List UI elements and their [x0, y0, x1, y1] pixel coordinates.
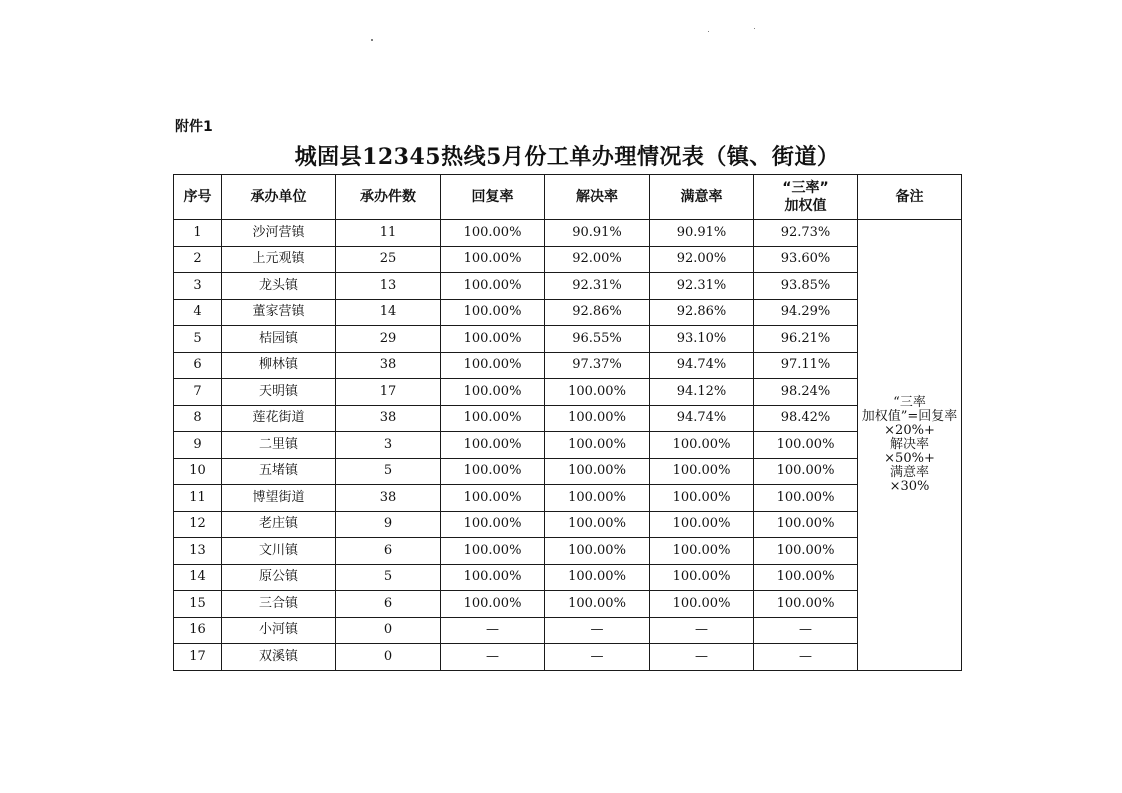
report-table: [173, 174, 962, 671]
cell-satisfy: —: [650, 617, 754, 644]
cell-weighted: 94.29%: [754, 299, 858, 326]
cell-satisfy: 100.00%: [650, 432, 754, 459]
cell-satisfy: 92.86%: [650, 299, 754, 326]
cell-count: 38: [336, 352, 441, 379]
cell-satisfy: 94.74%: [650, 405, 754, 432]
cell-resolve: 100.00%: [545, 564, 650, 591]
header-row: [174, 175, 962, 220]
cell-count: 25: [336, 246, 441, 273]
cell-no: 4: [174, 299, 222, 326]
cell-no: 7: [174, 379, 222, 406]
cell-weighted: 97.11%: [754, 352, 858, 379]
cell-count: 0: [336, 644, 441, 671]
cell-resolve: 100.00%: [545, 432, 650, 459]
cell-resolve: —: [545, 644, 650, 671]
cell-no: 5: [174, 326, 222, 353]
cell-weighted: 100.00%: [754, 564, 858, 591]
cell-unit: 董家营镇: [222, 299, 336, 326]
remark-line: “三率: [893, 394, 926, 410]
cell-resolve: 92.00%: [545, 246, 650, 273]
cell-unit: 莲花街道: [222, 405, 336, 432]
cell-resolve: 100.00%: [545, 485, 650, 512]
header-reply-rate: 回复率: [441, 175, 545, 220]
remark-line: ×30%: [889, 478, 930, 494]
cell-no: 3: [174, 273, 222, 300]
cell-reply: —: [441, 644, 545, 671]
cell-count: 5: [336, 564, 441, 591]
cell-resolve: 100.00%: [545, 458, 650, 485]
cell-count: 14: [336, 299, 441, 326]
cell-count: 6: [336, 591, 441, 618]
cell-satisfy: 100.00%: [650, 564, 754, 591]
cell-weighted: 98.42%: [754, 405, 858, 432]
cell-satisfy: —: [650, 644, 754, 671]
cell-reply: 100.00%: [441, 273, 545, 300]
cell-count: 38: [336, 485, 441, 512]
cell-weighted: 100.00%: [754, 591, 858, 618]
cell-reply: 100.00%: [441, 485, 545, 512]
cell-reply: 100.00%: [441, 220, 545, 247]
cell-resolve: 97.37%: [545, 352, 650, 379]
cell-weighted: 93.60%: [754, 246, 858, 273]
cell-resolve: 100.00%: [545, 405, 650, 432]
cell-unit: 五堵镇: [222, 458, 336, 485]
table-row: [174, 617, 962, 644]
remark-line: 加权值”=回复率: [861, 408, 958, 424]
cell-no: 13: [174, 538, 222, 565]
cell-unit: 桔园镇: [222, 326, 336, 353]
cell-no: 9: [174, 432, 222, 459]
cell-no: 14: [174, 564, 222, 591]
table-row: [174, 644, 962, 671]
cell-resolve: 92.31%: [545, 273, 650, 300]
cell-count: 0: [336, 617, 441, 644]
cell-weighted: 100.00%: [754, 511, 858, 538]
table-header: [174, 175, 962, 220]
cell-resolve: 92.86%: [545, 299, 650, 326]
cell-reply: 100.00%: [441, 432, 545, 459]
table-row: [174, 511, 962, 538]
cell-weighted: —: [754, 644, 858, 671]
table-row: [174, 326, 962, 353]
cell-weighted: 93.85%: [754, 273, 858, 300]
cell-weighted: 96.21%: [754, 326, 858, 353]
cell-unit: 上元观镇: [222, 246, 336, 273]
cell-no: 12: [174, 511, 222, 538]
table-row: [174, 485, 962, 512]
cell-no: 17: [174, 644, 222, 671]
cell-reply: 100.00%: [441, 379, 545, 406]
scan-speck: [754, 28, 755, 29]
header-weighted-line2: 加权值: [784, 198, 827, 214]
cell-satisfy: 100.00%: [650, 458, 754, 485]
cell-no: 6: [174, 352, 222, 379]
table-body: [174, 220, 962, 671]
cell-reply: 100.00%: [441, 246, 545, 273]
cell-remark: [858, 220, 962, 671]
cell-satisfy: 100.00%: [650, 538, 754, 565]
cell-count: 11: [336, 220, 441, 247]
remark-line: 解决率: [889, 436, 929, 452]
cell-weighted: 100.00%: [754, 432, 858, 459]
cell-weighted: 98.24%: [754, 379, 858, 406]
cell-no: 10: [174, 458, 222, 485]
cell-unit: 柳林镇: [222, 352, 336, 379]
cell-unit: 博望街道: [222, 485, 336, 512]
cell-unit: 龙头镇: [222, 273, 336, 300]
header-remark: 备注: [858, 175, 962, 220]
table-row: [174, 299, 962, 326]
table-row: [174, 564, 962, 591]
cell-satisfy: 93.10%: [650, 326, 754, 353]
table-row: [174, 591, 962, 618]
cell-reply: 100.00%: [441, 538, 545, 565]
cell-resolve: 90.91%: [545, 220, 650, 247]
table-row: [174, 273, 962, 300]
cell-no: 8: [174, 405, 222, 432]
header-no: 序号: [174, 175, 222, 220]
cell-reply: 100.00%: [441, 352, 545, 379]
cell-reply: 100.00%: [441, 511, 545, 538]
cell-resolve: —: [545, 617, 650, 644]
cell-no: 16: [174, 617, 222, 644]
cell-reply: —: [441, 617, 545, 644]
cell-no: 1: [174, 220, 222, 247]
remark-line: 满意率: [889, 464, 929, 480]
cell-unit: 文川镇: [222, 538, 336, 565]
header-satisfy-rate: 满意率: [650, 175, 754, 220]
cell-unit: 小河镇: [222, 617, 336, 644]
attachment-label: 附件1: [175, 119, 213, 135]
cell-satisfy: 94.74%: [650, 352, 754, 379]
cell-satisfy: 92.00%: [650, 246, 754, 273]
cell-unit: 二里镇: [222, 432, 336, 459]
cell-resolve: 100.00%: [545, 511, 650, 538]
table-row: [174, 405, 962, 432]
cell-reply: 100.00%: [441, 591, 545, 618]
cell-count: 5: [336, 458, 441, 485]
cell-unit: 原公镇: [222, 564, 336, 591]
cell-count: 17: [336, 379, 441, 406]
cell-weighted: 92.73%: [754, 220, 858, 247]
table-row: [174, 432, 962, 459]
remark-line: ×50%+: [884, 450, 935, 466]
cell-count: 13: [336, 273, 441, 300]
cell-reply: 100.00%: [441, 564, 545, 591]
cell-satisfy: 100.00%: [650, 511, 754, 538]
cell-no: 15: [174, 591, 222, 618]
header-weighted-value: [754, 175, 858, 220]
page-title: 城固县12345热线5月份工单办理情况表（镇、街道）: [294, 144, 840, 170]
cell-reply: 100.00%: [441, 405, 545, 432]
scan-speck: [371, 39, 373, 41]
table-row: [174, 352, 962, 379]
header-weighted-line1: “三率”: [782, 180, 829, 196]
table-row: [174, 538, 962, 565]
cell-reply: 100.00%: [441, 299, 545, 326]
cell-reply: 100.00%: [441, 458, 545, 485]
cell-satisfy: 92.31%: [650, 273, 754, 300]
cell-count: 29: [336, 326, 441, 353]
cell-unit: 双溪镇: [222, 644, 336, 671]
cell-no: 2: [174, 246, 222, 273]
table-row: [174, 379, 962, 406]
cell-reply: 100.00%: [441, 326, 545, 353]
cell-count: 9: [336, 511, 441, 538]
cell-resolve: 100.00%: [545, 538, 650, 565]
header-count: 承办件数: [336, 175, 441, 220]
cell-no: 11: [174, 485, 222, 512]
cell-satisfy: 94.12%: [650, 379, 754, 406]
cell-count: 3: [336, 432, 441, 459]
header-resolve-rate: 解决率: [545, 175, 650, 220]
cell-weighted: —: [754, 617, 858, 644]
header-unit: 承办单位: [222, 175, 336, 220]
table-row: [174, 246, 962, 273]
cell-resolve: 96.55%: [545, 326, 650, 353]
cell-unit: 三合镇: [222, 591, 336, 618]
cell-resolve: 100.00%: [545, 379, 650, 406]
scan-speck: [708, 31, 709, 32]
cell-count: 6: [336, 538, 441, 565]
table-row: [174, 458, 962, 485]
remark-line: ×20%+: [884, 422, 935, 438]
cell-count: 38: [336, 405, 441, 432]
cell-satisfy: 100.00%: [650, 485, 754, 512]
cell-resolve: 100.00%: [545, 591, 650, 618]
cell-satisfy: 100.00%: [650, 591, 754, 618]
cell-unit: 沙河营镇: [222, 220, 336, 247]
cell-unit: 老庄镇: [222, 511, 336, 538]
cell-weighted: 100.00%: [754, 538, 858, 565]
cell-unit: 天明镇: [222, 379, 336, 406]
cell-satisfy: 90.91%: [650, 220, 754, 247]
table-row: [174, 220, 962, 247]
cell-weighted: 100.00%: [754, 458, 858, 485]
cell-weighted: 100.00%: [754, 485, 858, 512]
